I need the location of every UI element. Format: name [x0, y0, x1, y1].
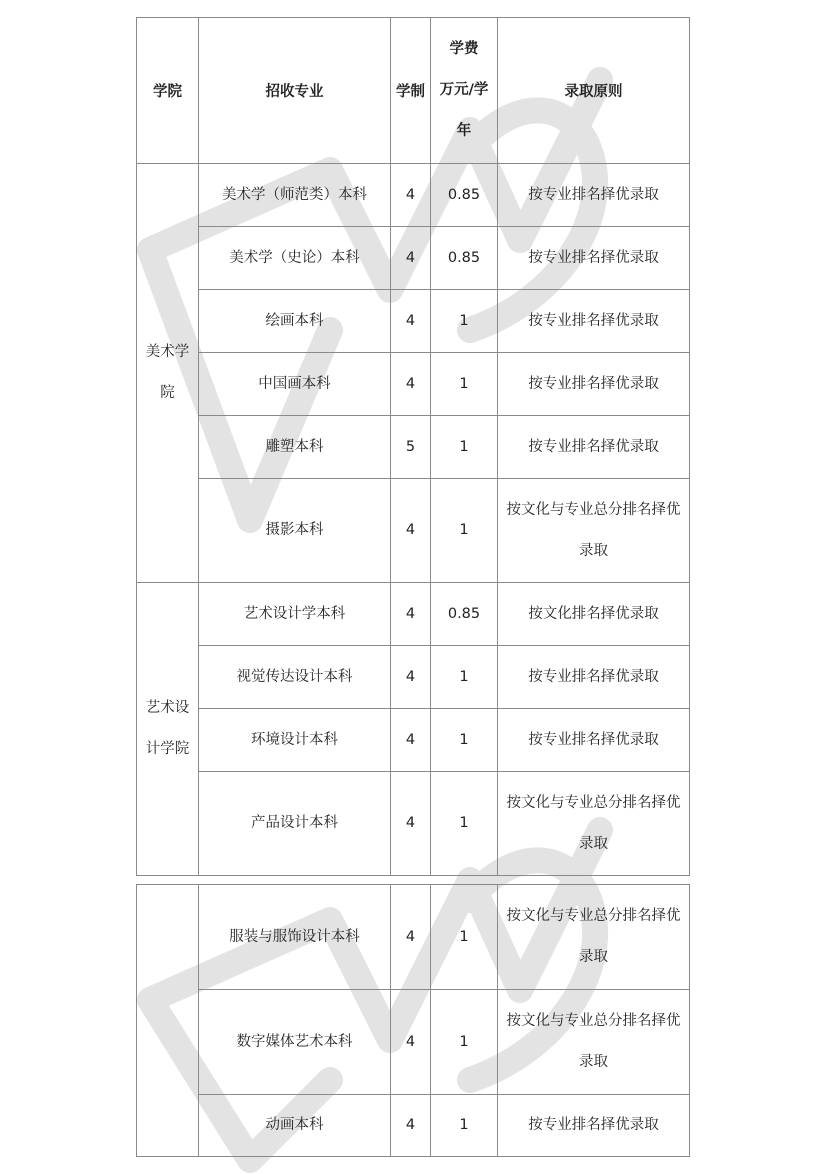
- principle-cell: 按专业排名择优录取: [498, 353, 690, 416]
- fee-cell: 1: [431, 709, 498, 772]
- years-cell: 4: [391, 227, 431, 290]
- major-cell: 美术学（师范类）本科: [199, 164, 391, 227]
- college-cell: [137, 583, 199, 876]
- principle-cell: 按专业排名择优录取: [498, 290, 690, 353]
- fee-cell: 1: [431, 479, 498, 583]
- enrollment-table-continued: [136, 884, 690, 1157]
- major-cell: 艺术设计学本科: [199, 583, 391, 646]
- fee-cell: 0.85: [431, 227, 498, 290]
- principle-text: 按文化与专业总分排名择优录取: [506, 1013, 681, 1070]
- fee-cell: 1: [431, 990, 498, 1095]
- major-cell: 产品设计本科: [199, 772, 391, 876]
- years-cell: 4: [391, 709, 431, 772]
- table-row: [137, 772, 690, 876]
- years-cell: 4: [391, 479, 431, 583]
- major-cell: 视觉传达设计本科: [199, 646, 391, 709]
- fee-cell: 1: [431, 885, 498, 990]
- header-row: [137, 18, 690, 164]
- table-row: [137, 227, 690, 290]
- table-row: [137, 416, 690, 479]
- principle-cell: [498, 479, 690, 583]
- years-cell: 4: [391, 290, 431, 353]
- fee-cell: 1: [431, 353, 498, 416]
- header-fee-line1: 学费: [449, 41, 479, 57]
- principle-cell: [498, 885, 690, 990]
- years-cell: 4: [391, 885, 431, 990]
- years-cell: 4: [391, 772, 431, 876]
- principle-text: 按文化与专业总分排名择优录取: [506, 501, 681, 559]
- table-row: [137, 990, 690, 1095]
- table-row: [137, 646, 690, 709]
- fee-cell: 1: [431, 772, 498, 876]
- principle-text: 按文化与专业总分排名择优录取: [506, 794, 681, 852]
- table-row: [137, 709, 690, 772]
- years-cell: 5: [391, 416, 431, 479]
- header-major: 招收专业: [199, 18, 391, 164]
- college-cell: [137, 885, 199, 1157]
- table-row: [137, 1095, 690, 1157]
- years-cell: 4: [391, 583, 431, 646]
- header-college: 学院: [137, 18, 199, 164]
- header-fee-line2: 万元/学: [439, 82, 489, 98]
- principle-cell: 按专业排名择优录取: [498, 1095, 690, 1157]
- years-cell: 4: [391, 646, 431, 709]
- major-cell: 美术学（史论）本科: [199, 227, 391, 290]
- header-fee: [431, 18, 498, 164]
- principle-cell: 按专业排名择优录取: [498, 164, 690, 227]
- table-row: [137, 583, 690, 646]
- table-row: [137, 353, 690, 416]
- table-row: [137, 164, 690, 227]
- principle-cell: [498, 990, 690, 1095]
- principle-text: 按文化与专业总分排名择优录取: [506, 908, 681, 965]
- college-name: 美术学院: [145, 344, 190, 401]
- major-cell: 雕塑本科: [199, 416, 391, 479]
- header-principle: 录取原则: [498, 18, 690, 164]
- years-cell: 4: [391, 1095, 431, 1157]
- fee-cell: 1: [431, 290, 498, 353]
- fee-cell: 0.85: [431, 583, 498, 646]
- principle-cell: 按专业排名择优录取: [498, 709, 690, 772]
- table-row: [137, 290, 690, 353]
- major-cell: 动画本科: [199, 1095, 391, 1157]
- principle-cell: 按文化排名择优录取: [498, 583, 690, 646]
- table-row: [137, 885, 690, 990]
- table-row: [137, 479, 690, 583]
- major-cell: 环境设计本科: [199, 709, 391, 772]
- years-cell: 4: [391, 164, 431, 227]
- header-years: 学制: [391, 18, 431, 164]
- principle-cell: 按专业排名择优录取: [498, 646, 690, 709]
- college-cell: [137, 164, 199, 583]
- header-fee-line3: 年: [456, 123, 472, 139]
- major-cell: 摄影本科: [199, 479, 391, 583]
- major-cell: 服装与服饰设计本科: [199, 885, 391, 990]
- principle-cell: 按专业排名择优录取: [498, 416, 690, 479]
- major-cell: 中国画本科: [199, 353, 391, 416]
- major-cell: 数字媒体艺术本科: [199, 990, 391, 1095]
- principle-cell: 按专业排名择优录取: [498, 227, 690, 290]
- college-name: 艺术设计学院: [145, 700, 190, 757]
- principle-cell: [498, 772, 690, 876]
- enrollment-table: [136, 17, 690, 876]
- major-cell: 绘画本科: [199, 290, 391, 353]
- fee-cell: 1: [431, 1095, 498, 1157]
- fee-cell: 1: [431, 416, 498, 479]
- fee-cell: 0.85: [431, 164, 498, 227]
- years-cell: 4: [391, 353, 431, 416]
- years-cell: 4: [391, 990, 431, 1095]
- fee-cell: 1: [431, 646, 498, 709]
